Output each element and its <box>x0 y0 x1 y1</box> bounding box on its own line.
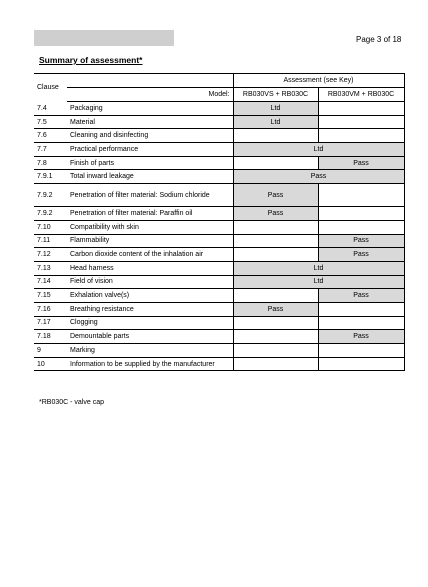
description-cell: Penetration of filter material: Sodium chloride <box>67 184 233 207</box>
assessment-result-model-1 <box>233 289 318 303</box>
description-cell: Compatibility with skin <box>67 220 233 234</box>
table-row <box>34 330 404 344</box>
clause-cell: 7.5 <box>34 115 67 129</box>
table-row <box>34 115 404 129</box>
description-cell: Field of vision <box>67 275 233 289</box>
clause-cell: 7.18 <box>34 330 67 344</box>
assessment-result-model-2 <box>318 302 404 316</box>
clause-cell: 7.14 <box>34 275 67 289</box>
assessment-result-model-1 <box>233 344 318 358</box>
clause-cell: 7.9.2 <box>34 184 67 207</box>
assessment-result-model-1: Pass <box>233 302 318 316</box>
assessment-result-model-2 <box>318 129 404 143</box>
assessment-result-model-2 <box>318 207 404 221</box>
assessment-header: Assessment (see Key) <box>233 74 404 88</box>
assessment-result-both: Ltd <box>233 275 404 289</box>
clause-header: Clause <box>34 74 67 102</box>
clause-cell: 7.13 <box>34 261 67 275</box>
description-cell: Packaging <box>67 102 233 116</box>
assessment-result-model-1 <box>233 220 318 234</box>
assessment-result-model-2 <box>318 220 404 234</box>
assessment-table <box>34 73 405 371</box>
description-cell: Head harness <box>67 261 233 275</box>
assessment-result-model-1 <box>233 330 318 344</box>
assessment-result-model-1: Pass <box>233 207 318 221</box>
assessment-result-model-2 <box>318 115 404 129</box>
model-label: Model: <box>67 88 233 102</box>
clause-cell: 7.6 <box>34 129 67 143</box>
table-row <box>34 129 404 143</box>
clause-cell: 7.10 <box>34 220 67 234</box>
description-cell: Exhalation valve(s) <box>67 289 233 303</box>
clause-cell: 9 <box>34 344 67 358</box>
assessment-result-model-2: Pass <box>318 234 404 248</box>
table-row <box>34 234 404 248</box>
clause-cell: 10 <box>34 357 67 371</box>
section-heading: Summary of assessment* <box>39 55 143 65</box>
clause-cell: 7.17 <box>34 316 67 330</box>
description-cell: Material <box>67 115 233 129</box>
table-row <box>34 248 404 262</box>
assessment-result-both: Ltd <box>233 143 404 157</box>
table-row <box>34 261 404 275</box>
clause-cell: 7.15 <box>34 289 67 303</box>
assessment-result-model-1: Pass <box>233 184 318 207</box>
table-row <box>34 316 404 330</box>
description-cell: Cleaning and disinfecting <box>67 129 233 143</box>
clause-cell: 7.12 <box>34 248 67 262</box>
model-1-header: RB030VS + RB030C <box>233 88 318 102</box>
description-cell: Marking <box>67 344 233 358</box>
assessment-result-model-2: Pass <box>318 248 404 262</box>
description-cell: Practical performance <box>67 143 233 157</box>
clause-cell: 7.4 <box>34 102 67 116</box>
assessment-result-both: Ltd <box>233 261 404 275</box>
clause-cell: 7.8 <box>34 156 67 170</box>
table-row <box>34 302 404 316</box>
description-cell: Information to be supplied by the manufacturer <box>67 357 233 371</box>
table-row <box>34 220 404 234</box>
table-row <box>34 275 404 289</box>
clause-cell: 7.9.2 <box>34 207 67 221</box>
assessment-result-model-2 <box>318 344 404 358</box>
table-row <box>34 102 404 116</box>
assessment-result-model-2 <box>318 316 404 330</box>
assessment-result-model-2: Pass <box>318 289 404 303</box>
footnote: *RB030C - valve cap <box>39 399 104 406</box>
table-row <box>34 184 404 207</box>
description-cell: Carbon dioxide content of the inhalation air <box>67 248 233 262</box>
table-row <box>34 289 404 303</box>
assessment-result-both: Pass <box>233 170 404 184</box>
description-cell: Breathing resistance <box>67 302 233 316</box>
description-cell: Demountable parts <box>67 330 233 344</box>
table-row <box>34 143 404 157</box>
assessment-result-model-1 <box>233 234 318 248</box>
description-cell: Penetration of filter material: Paraffin oil <box>67 207 233 221</box>
table-row <box>34 170 404 184</box>
clause-cell: 7.9.1 <box>34 170 67 184</box>
page-number: Page 3 of 18 <box>356 35 402 44</box>
assessment-result-model-1 <box>233 156 318 170</box>
assessment-result-model-1: Ltd <box>233 115 318 129</box>
clause-cell: 7.7 <box>34 143 67 157</box>
assessment-result-model-2 <box>318 184 404 207</box>
assessment-result-model-2 <box>318 357 404 371</box>
description-cell: Finish of parts <box>67 156 233 170</box>
clause-cell: 7.16 <box>34 302 67 316</box>
description-cell: Clogging <box>67 316 233 330</box>
assessment-result-model-1 <box>233 248 318 262</box>
assessment-result-model-1 <box>233 316 318 330</box>
model-2-header: RB030VM + RB030C <box>318 88 404 102</box>
assessment-result-model-1 <box>233 357 318 371</box>
table-row <box>34 156 404 170</box>
clause-cell: 7.11 <box>34 234 67 248</box>
description-cell: Total inward leakage <box>67 170 233 184</box>
redacted-header-bar <box>34 30 174 46</box>
description-cell: Flammability <box>67 234 233 248</box>
table-row <box>34 344 404 358</box>
assessment-result-model-2: Pass <box>318 156 404 170</box>
assessment-result-model-1 <box>233 129 318 143</box>
table-row <box>34 207 404 221</box>
assessment-result-model-2 <box>318 102 404 116</box>
assessment-result-model-1: Ltd <box>233 102 318 116</box>
assessment-result-model-2: Pass <box>318 330 404 344</box>
table-row <box>34 357 404 371</box>
